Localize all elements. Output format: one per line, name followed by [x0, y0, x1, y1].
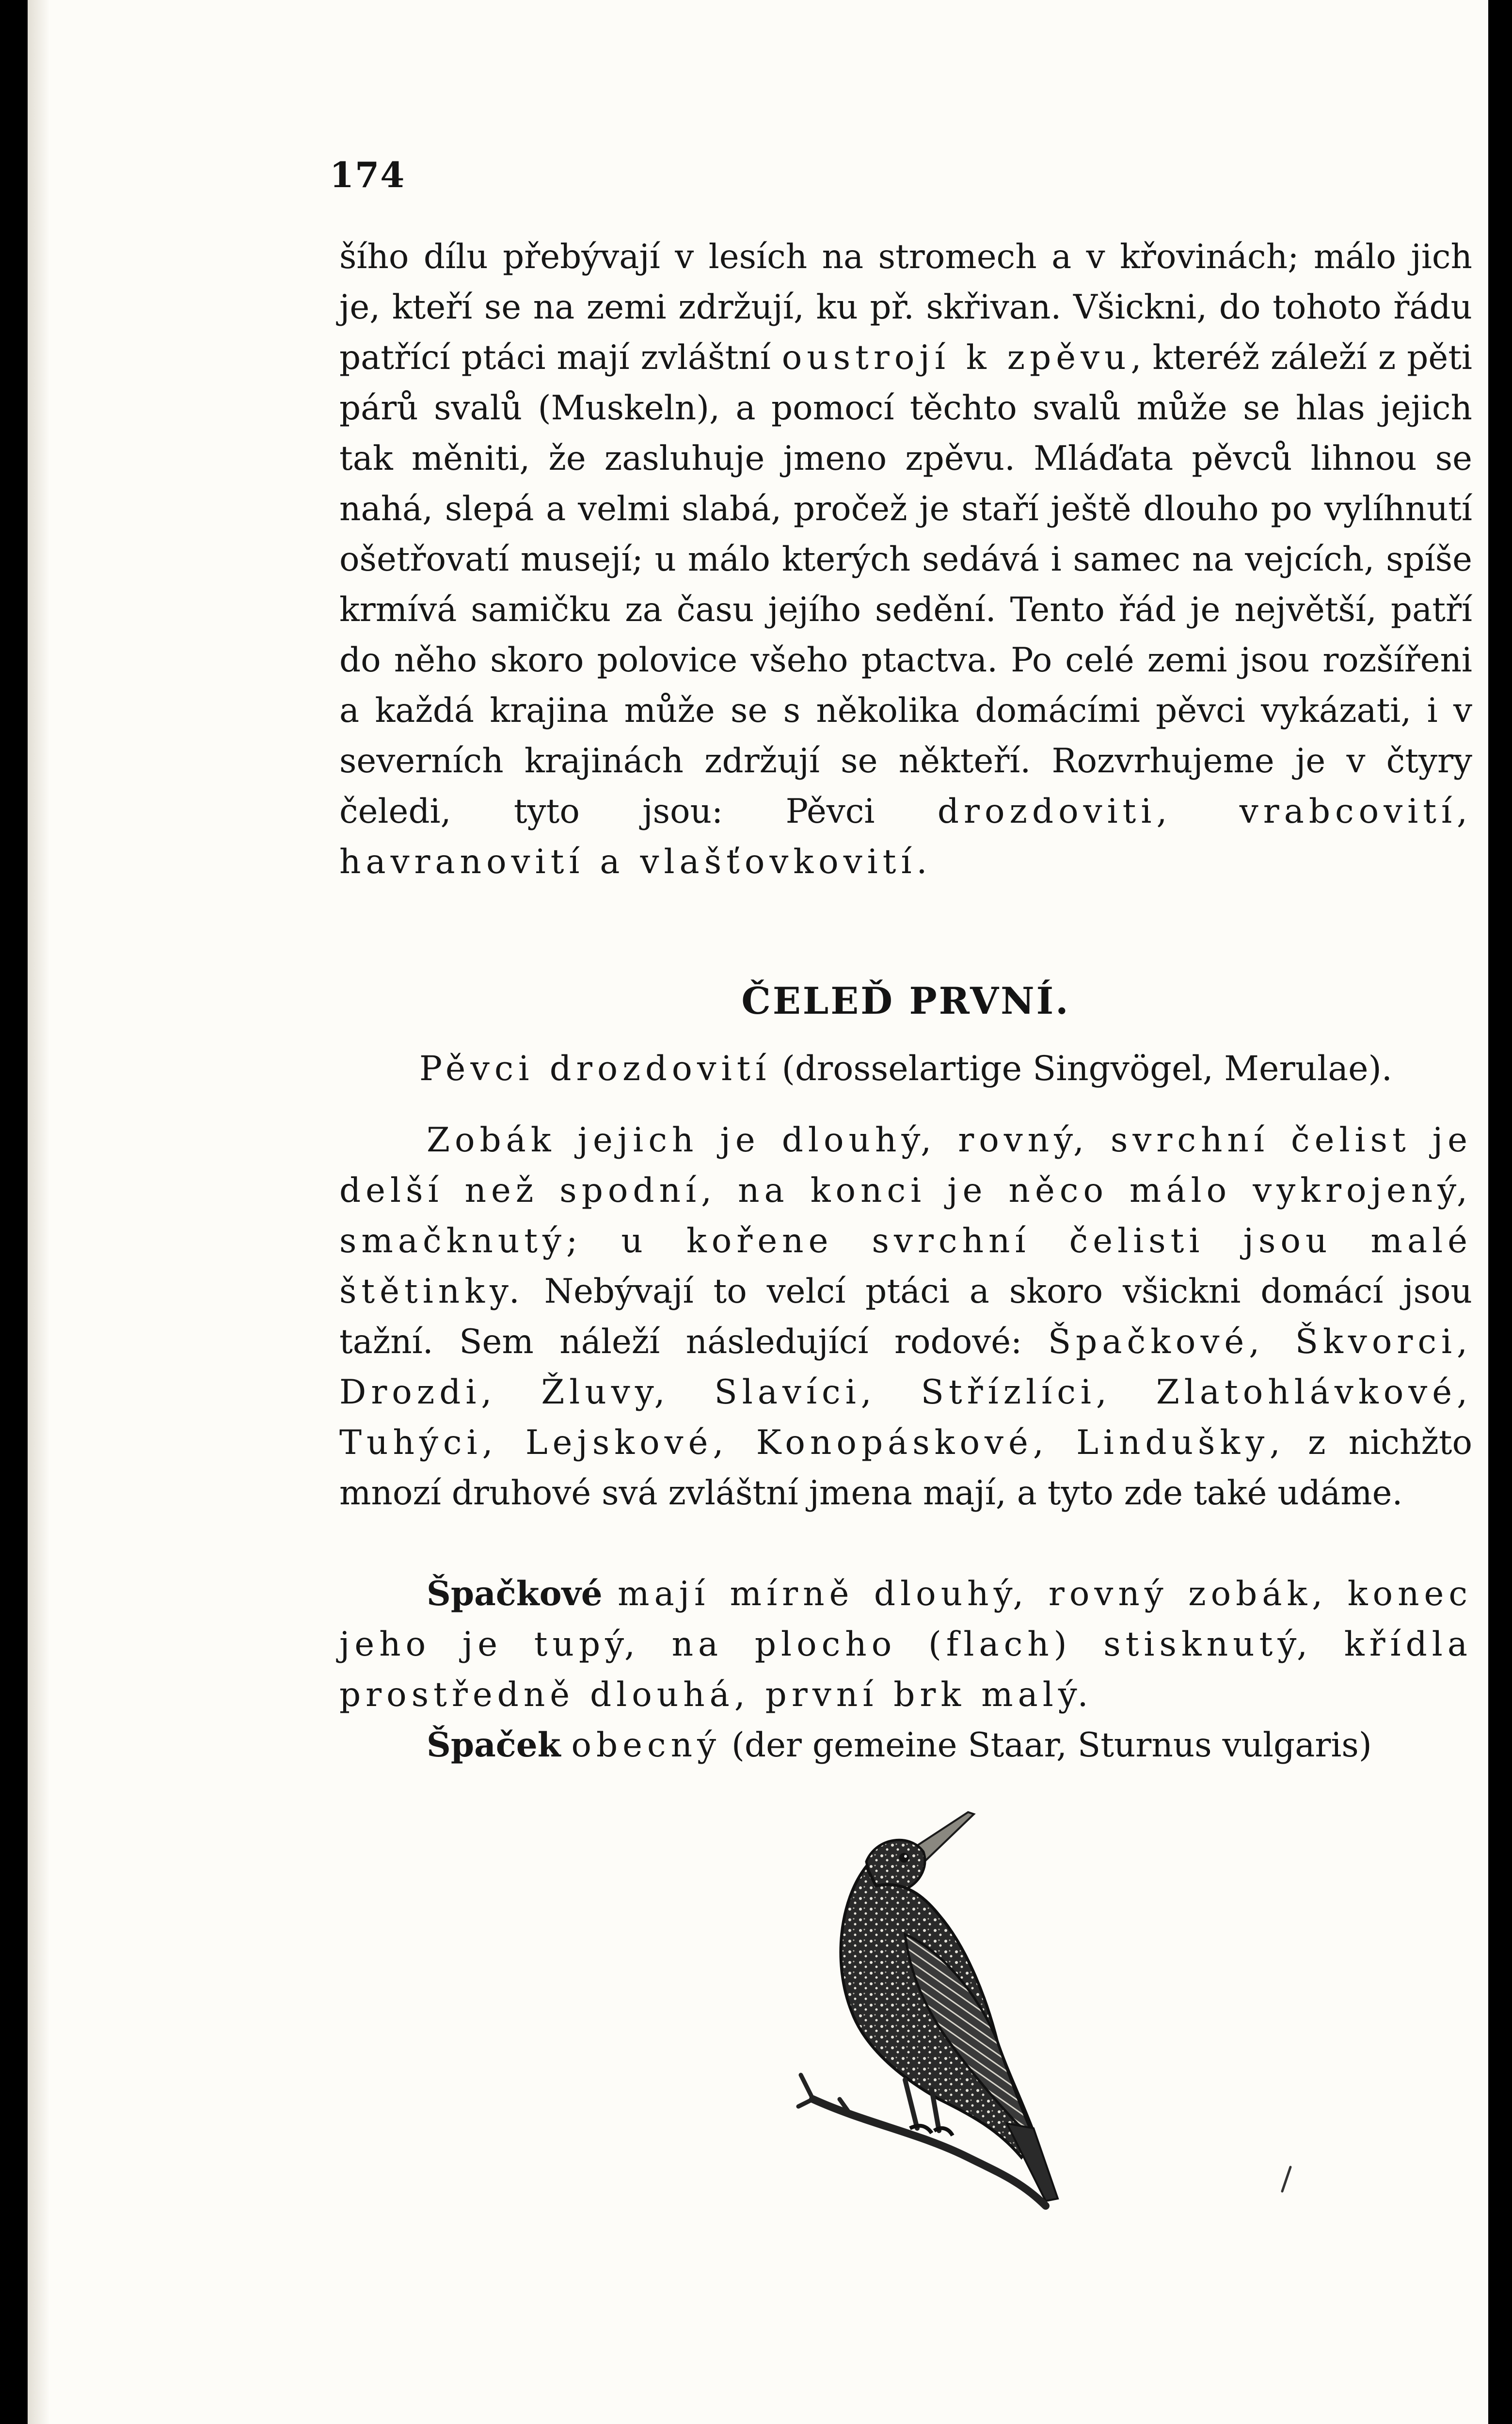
section-subtitle-spaced: Pěvci drozdovití — [419, 1049, 771, 1088]
paragraph-order-description — [339, 232, 1472, 887]
section-subtitle — [339, 1049, 1472, 1088]
paragraph-4-text: (der gemeine Staar, Sturnus vulgaris) — [732, 1726, 1372, 1765]
paragraph-3-text: mají mírně dlouhý, rovný zobák, konec jeho je tupý, na plocho (flach) stisknutý, křídla prostředně dlouhá, první brk malý. — [339, 1575, 1472, 1714]
paragraph-2-genera: Špačkové, Škvorci, Drozdi, Žluvy, Slavíci, Střízlíci, Zlatohlávkové, Tuhýci, Lejskové, Konopáskové, Linduškу, — [339, 1323, 1472, 1462]
paragraph-1-families: drozdoviti, vrabcovití, havranovití a vlašťovkovití. — [339, 792, 1472, 881]
bird-eye — [899, 1853, 909, 1863]
paragraph-2-plain: Nebývají to velcí ptáci a skoro všickni domácí jsou tažní. Sem náleží následující rodové: — [339, 1272, 1473, 1361]
section-title: ČELEĎ PRVNÍ. — [741, 979, 1070, 1022]
paragraph-1-term: oustrojí k zpěvu — [781, 338, 1131, 377]
book-page — [28, 0, 1488, 2424]
section-subtitle-rest: (drosselartige Singvögel, Merulae). — [781, 1049, 1393, 1088]
page-number: 174 — [330, 154, 406, 195]
paragraph-4-term: Špaček — [427, 1725, 561, 1765]
page-edge-shadow — [28, 0, 50, 2424]
paragraph-4-spaced: obecný — [571, 1726, 721, 1765]
paragraph-2-spaced: Zobák jejich je dlouhý, rovný, svrchní čelist je delší než spodní, na konci je něco málo vykrojený, smačknutý; u kořene svrchní čelisti jsou malé štětinky. — [339, 1121, 1472, 1311]
paragraph-spackove — [339, 1569, 1472, 1720]
paragraph-spacek-obecny — [339, 1720, 1472, 1770]
paragraph-1-lead: šího dílu přebývají v lesích na stromech a v křovinách; málo jich je, kteří se na zemi zdržují, ku př. skřivan. Všickni, do tohoto řádu patřící ptáci mají zvláštní — [339, 238, 1472, 377]
stray-ink-mark — [1278, 2165, 1293, 2194]
paragraph-2-tail: z nichžto mnozí druhové svá zvláštní jmena mají, a tyto zde také udáme. — [339, 1423, 1472, 1513]
starling-illustration — [794, 1789, 1094, 2211]
paragraph-family-description — [339, 1115, 1472, 1518]
paragraph-3-term: Špačkové — [427, 1574, 603, 1613]
paragraph-1-rest: , kteréž záleží z pěti párů svalů (Muskeln), a pomocí těchto svalů může se hlas jejich tak měniti, že zasluhuje jmeno zpěvu. Mláďata pěvců lihnou se nahá, slepá a velmi slabá, pročež je staří ještě dlouho po vylíhnutí ošetřovatí musejí; u málo kterých sedává i samec na vejcích, spíše krmívá samičku za času jejího sedění. Tento řád je největší, patří do něho skoro polovice všeho ptactva. Po celé zemi jsou rozšířeni a každá krajina může se s několika domácími pěvci vykázati, i v severních krajinách zdržují se někteří. Rozvrhujeme je v čtyry čeledi, tyto jsou: Pěvci — [339, 338, 1472, 831]
